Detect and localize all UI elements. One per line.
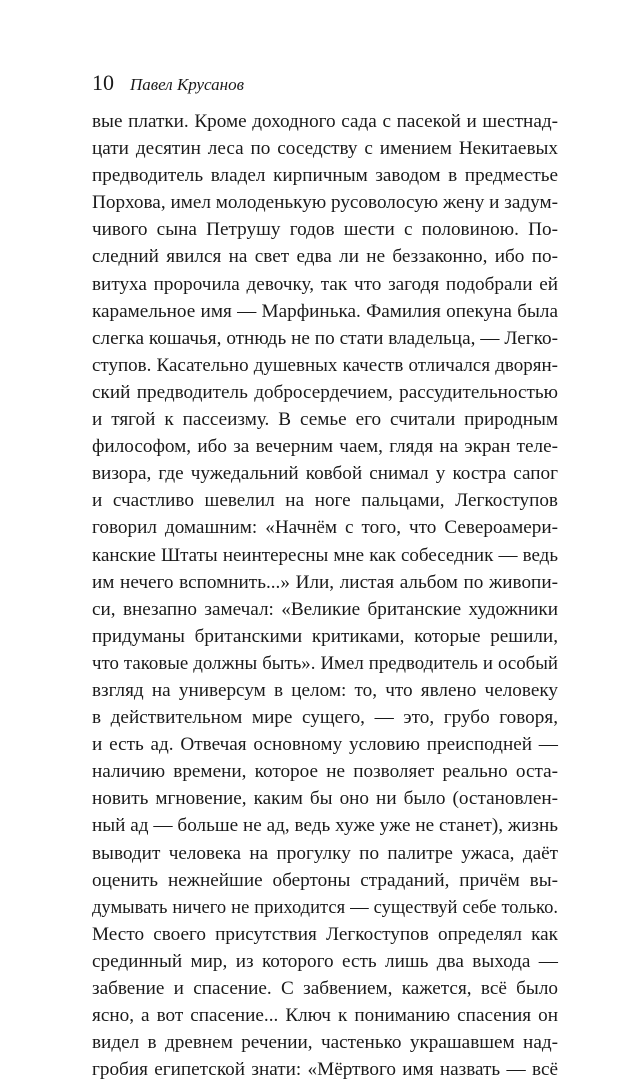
text-line: наличию времени, которое не позволяет реально оста-: [92, 761, 558, 783]
text-line: говорил домашним: «Начнём с того, что Североамери-: [92, 517, 558, 539]
text-line: взгляд на универсум в целом: то, что явлено человеку: [92, 679, 558, 701]
text-line: срединный мир, из которого есть лишь два выхода —: [92, 950, 558, 972]
page-number: 10: [92, 70, 114, 95]
text-line: в действительном мире сущего, — это, грубо говоря,: [92, 707, 558, 729]
text-line: гробия египетской знати: «Мёртвого имя назвать — всё: [92, 1059, 558, 1081]
text-line: философом, ибо за вечерним чаем, глядя на экран теле-: [92, 436, 558, 458]
text-line: Порхова, имел молоденькую русоволосую жену и задум-: [92, 192, 558, 214]
text-line: ступов. Касательно душевных качеств отличался дворян-: [92, 354, 558, 376]
text-line: карамельное имя — Марфинька. Фамилия опекуна была: [92, 300, 558, 322]
text-line: вые платки. Кроме доходного сада с пасекой и шестнад-: [92, 111, 558, 132]
body-text: [92, 108, 558, 1083]
text-line: Место своего присутствия Легкоступов определял как: [92, 923, 558, 945]
text-line: цати десятин леса по соседству с имением Некитаевых: [92, 138, 558, 160]
text-line: что таковые должны быть». Имел предводитель и особый: [92, 652, 558, 674]
text-line: предводитель владел кирпичным заводом в предместье: [92, 165, 558, 187]
text-line: забвение и спасение. С забвением, кажется, всё было: [92, 978, 558, 999]
text-line: видел в древнем речении, частенько украшавшем над-: [92, 1032, 558, 1054]
text-line: визора, где чужедальний ковбой снимал у костра сапог: [92, 463, 558, 485]
text-line: выводит человека на прогулку по палитре ужаса, даёт: [92, 842, 558, 864]
running-head: [92, 68, 244, 98]
text-line: новить мгновение, каким бы оно ни было (остановлен-: [92, 788, 558, 810]
running-head-author: Павел Крусанов: [130, 75, 244, 94]
text-line: ясно, а вот спасение... Ключ к пониманию спасения он: [92, 1005, 558, 1027]
text-line: слегка кошачья, отнюдь не по стати владельца, — Легко-: [92, 327, 558, 349]
text-line: канские Штаты неинтересны мне как собеседник — ведь: [92, 544, 558, 566]
text-line: думывать ничего не приходится — существуй себе только.: [92, 896, 558, 918]
text-line: витуха пророчила девочку, так что загодя подобрали ей: [92, 273, 558, 295]
text-line: им нечего вспомнить...» Или, листая альбом по живопи-: [92, 571, 558, 593]
text-line: чивого сына Петрушу годов шести с половиною. По-: [92, 219, 558, 241]
text-line: оценить нежнейшие обертоны страданий, причём вы-: [92, 869, 558, 891]
text-line: си, внезапно замечал: «Великие британские художники: [92, 598, 558, 620]
text-line: и тягой к пассеизму. В семье его считали природным: [92, 409, 558, 431]
text-line: ский предводитель добросердечием, рассудительностью: [92, 381, 558, 403]
text-line: и есть ад. Отвечая основному условию преисподней —: [92, 734, 558, 756]
text-line: ный ад — больше не ад, ведь хуже уже не станет), жизнь: [92, 815, 558, 837]
text-line: следний явился на свет едва ли не беззаконно, ибо по-: [92, 246, 558, 268]
text-line: и счастливо шевелил на ноге пальцами, Легкоступов: [92, 490, 558, 512]
text-line: придуманы британскими критиками, которые решили,: [92, 625, 558, 647]
